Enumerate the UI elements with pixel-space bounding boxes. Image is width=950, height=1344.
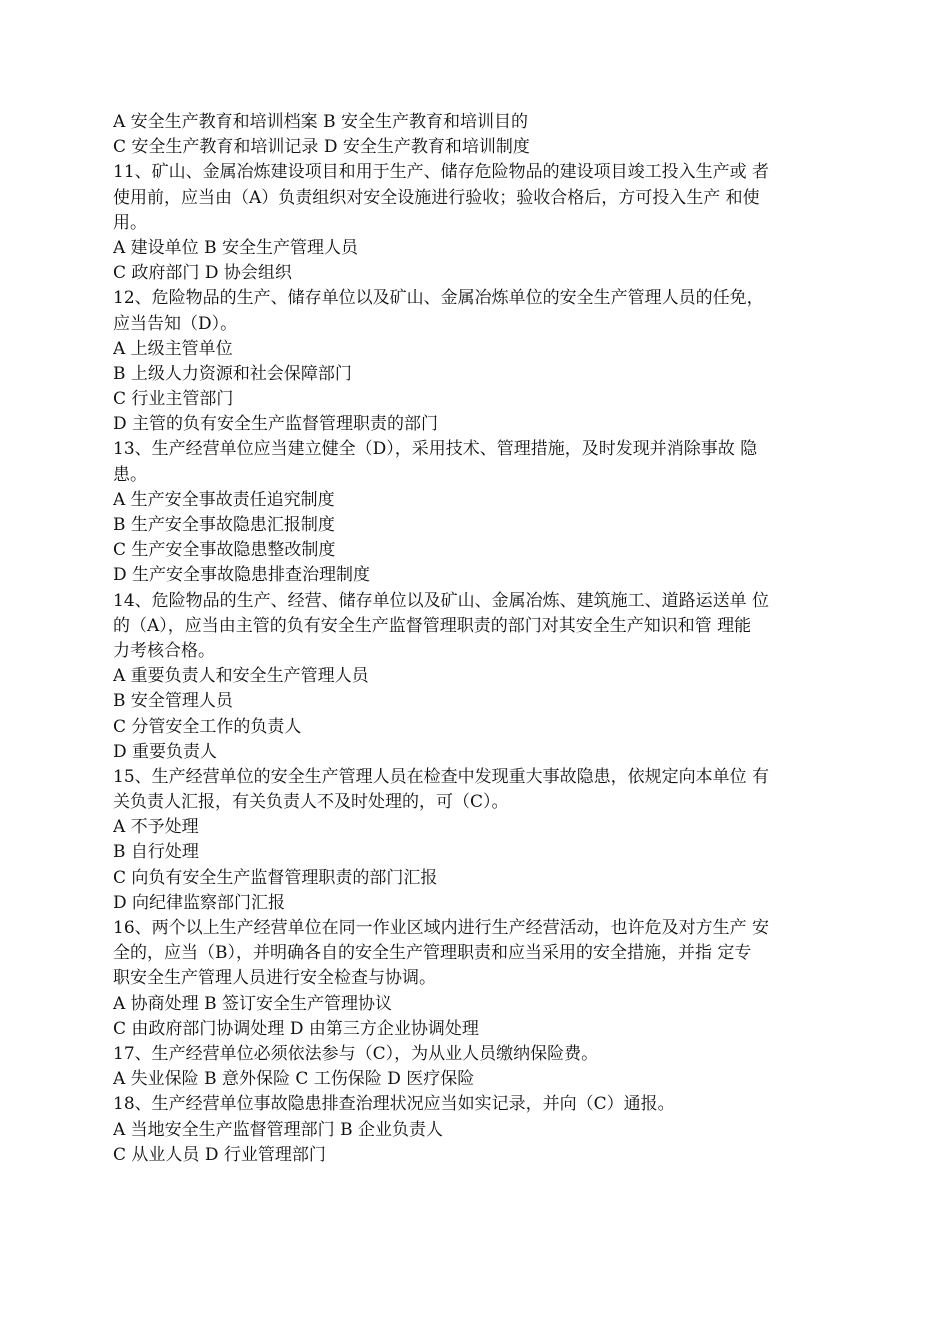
option-line: B 自行处理 [113, 842, 199, 863]
option-line: C 生产安全事故隐患整改制度 [113, 540, 336, 561]
option-line: A 安全生产教育和培训档案 B 安全生产教育和培训目的 [113, 112, 528, 132]
option-line: B 安全管理人员 [113, 691, 233, 712]
option-line: C 分管安全工作的负责人 [113, 716, 302, 737]
option-line: A 协商处理 B 签订安全生产管理协议 [113, 993, 392, 1014]
question-line: 使用前，应当由（A）负责组织对安全设施进行验收；验收合格后，方可投入生产 和使 [113, 187, 760, 208]
question-line: 关负责人汇报，有关负责人不及时处理的，可（C）。 [113, 792, 509, 813]
question-line: 全的，应当（B），并明确各自的安全生产管理职责和应当采用的安全措施，并指 定专 [113, 943, 752, 964]
question-line: 职安全生产管理人员进行安全检查与协调。 [113, 968, 436, 989]
option-line: C 由政府部门协调处理 D 由第三方企业协调处理 [113, 1018, 479, 1039]
question-line: 应当告知（D）。 [113, 313, 238, 334]
option-line: C 政府部门 D 协会组织 [113, 263, 292, 284]
question-line: 18、生产经营单位事故隐患排查治理状况应当如实记录，并向（C）通报。 [113, 1094, 675, 1115]
option-line: A 上级主管单位 [113, 338, 233, 359]
option-line: B 生产安全事故隐患汇报制度 [113, 515, 335, 535]
question-line: 用。 [113, 212, 147, 233]
option-line: C 从业人员 D 行业管理部门 [113, 1144, 326, 1165]
question-line: 患。 [113, 464, 147, 485]
question-line: 13、生产经营单位应当建立健全（D），采用技术、管理措施，及时发现并消除事故 隐 [113, 439, 758, 460]
option-line: C 行业主管部门 [113, 389, 234, 410]
option-line: D 向纪律监察部门汇报 [113, 892, 286, 913]
option-line: D 生产安全事故隐患排查治理制度 [113, 565, 371, 586]
option-line: C 向负有安全生产监督管理职责的部门汇报 [113, 867, 438, 888]
question-line: 17、生产经营单位必须依法参与（C），为从业人员缴纳保险费。 [113, 1043, 599, 1064]
question-line: 11、矿山、金属冶炼建设项目和用于生产、储存危险物品的建设项目竣工投入生产或 者 [113, 162, 770, 183]
question-line: 的（A），应当由主管的负有安全生产监督管理职责的部门对其安全生产知识和管 理能 [113, 615, 752, 636]
question-line: 力考核合格。 [113, 640, 215, 661]
option-line: B 上级人力资源和社会保障部门 [113, 363, 352, 384]
option-line: A 建设单位 B 安全生产管理人员 [113, 237, 358, 258]
exam-text-body [113, 110, 853, 1168]
question-line: 16、两个以上生产经营单位在同一作业区域内进行生产经营活动，也许危及对方生产 安 [113, 918, 770, 938]
option-line: C 安全生产教育和培训记录 D 安全生产教育和培训制度 [113, 137, 530, 158]
question-line: 15、生产经营单位的安全生产管理人员在检查中发现重大事故隐患，依规定向本单位 有 [113, 766, 770, 787]
option-line: A 当地安全生产监督管理部门 B 企业负责人 [113, 1119, 443, 1140]
option-line: A 不予处理 [113, 817, 199, 838]
option-line: D 主管的负有安全生产监督管理职责的部门 [113, 414, 439, 435]
question-line: 14、危险物品的生产、经营、储存单位以及矿山、金属冶炼、建筑施工、道路运送单 位 [113, 590, 770, 611]
question-line: 12、危险物品的生产、储存单位以及矿山、金属冶炼单位的安全生产管理人员的任免， [113, 288, 764, 309]
option-line: D 重要负责人 [113, 741, 218, 762]
option-line: A 重要负责人和安全生产管理人员 [113, 666, 369, 687]
option-line: A 失业保险 B 意外保险 C 工伤保险 D 医疗保险 [113, 1069, 475, 1090]
option-line: A 生产安全事故责任追究制度 [113, 489, 335, 510]
